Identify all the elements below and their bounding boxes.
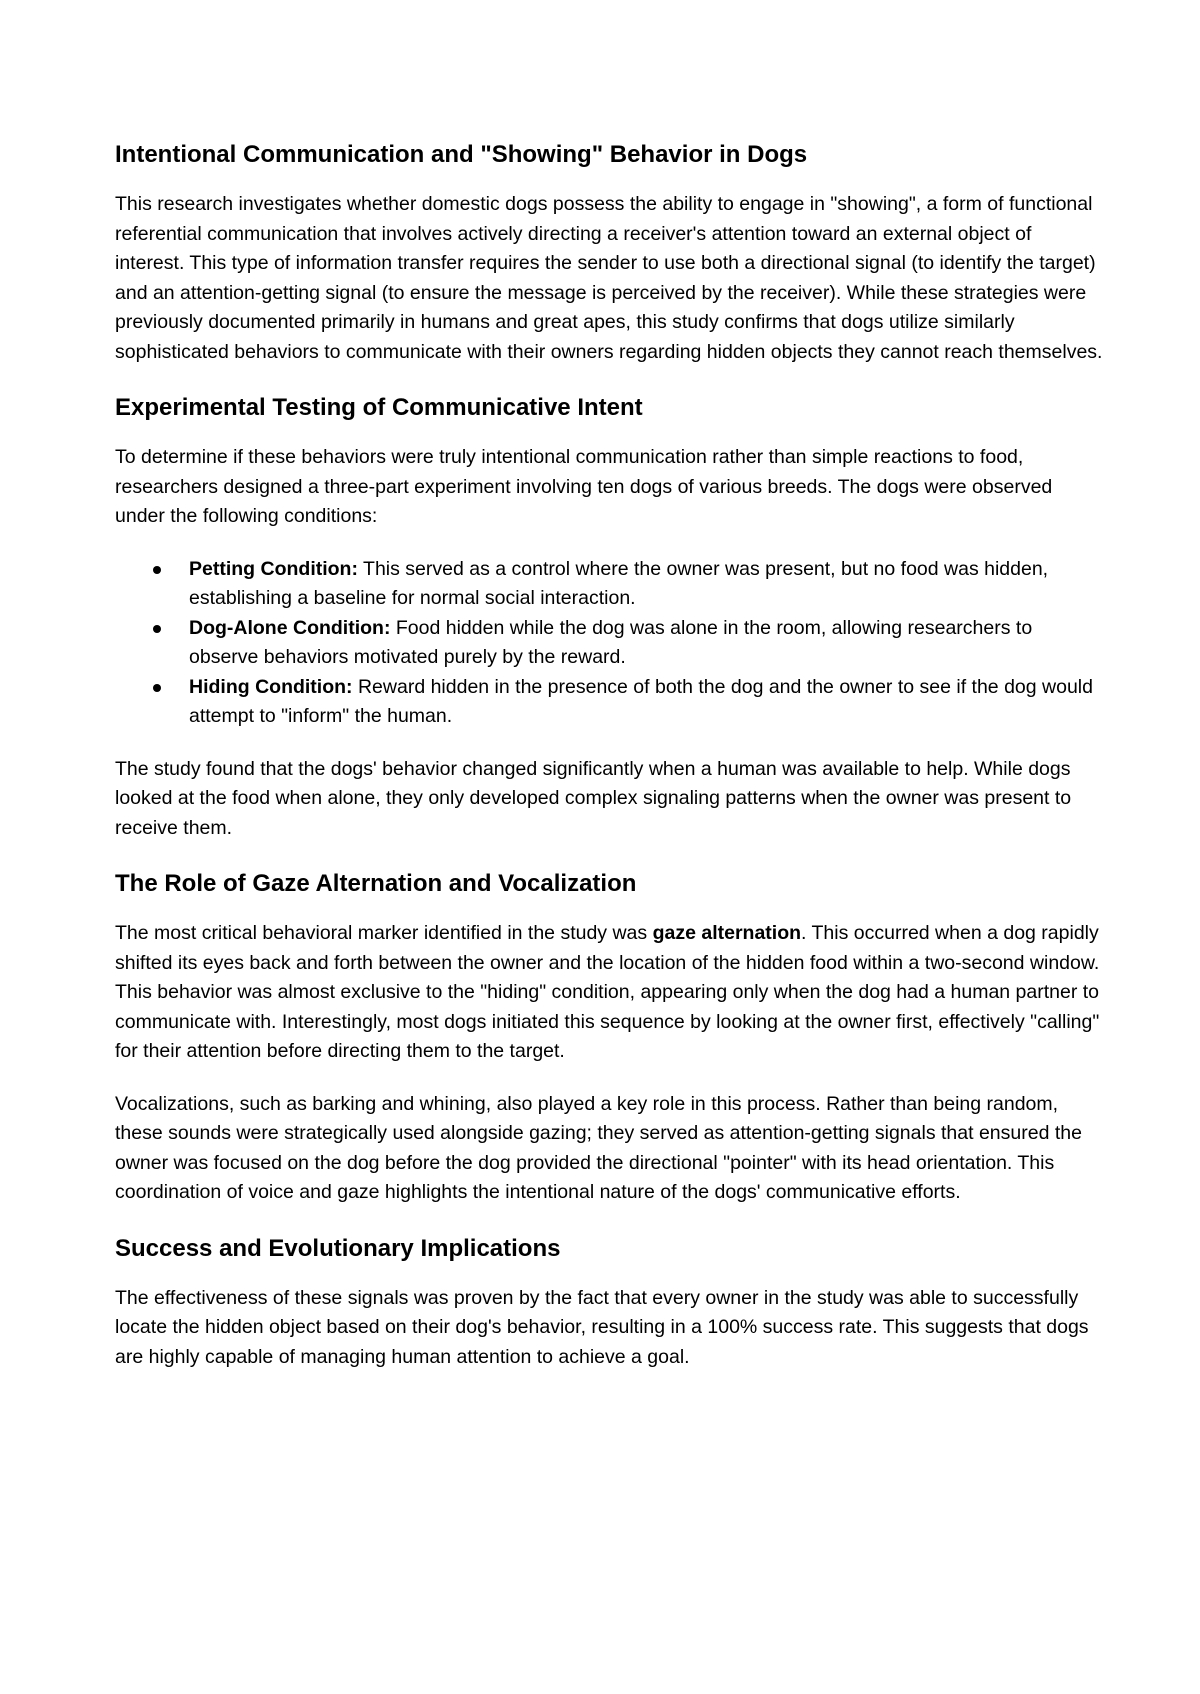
- section-heading-gaze-alternation: The Role of Gaze Alternation and Vocalization: [115, 870, 637, 897]
- gaze-alternation-term: gaze alternation: [652, 922, 802, 944]
- list-item-petting-condition: [115, 555, 1104, 614]
- document-title: Intentional Communication and "Showing" Behavior in Dogs: [115, 141, 808, 168]
- list-item-term: Petting Condition:: [189, 557, 358, 580]
- experimental-testing-paragraph-1: To determine if these behaviors were truly intentional communication rather than simple reactions to food, researchers designed a three-part experiment involving ten dogs of various breeds. The dogs were observed under the following conditions:: [115, 446, 1053, 527]
- bullet-icon: [153, 566, 161, 574]
- list-item-term: Dog-Alone Condition:: [189, 616, 391, 639]
- list-item-dog-alone-condition: [115, 614, 1104, 673]
- section-heading-success-implications: Success and Evolutionary Implications: [115, 1234, 561, 1262]
- section-heading-experimental-testing: Experimental Testing of Communicative Intent: [115, 394, 643, 421]
- list-item-text: This served as a control where the owner was present, but no food was hidden, establishing a baseline for normal social interaction.: [189, 557, 1049, 609]
- gaze-alternation-paragraph-2: Vocalizations, such as barking and whining, also played a key role in this process. Rather than being random, these sounds were strategically used alongside gazing; they served as attention-getting signals that ensured the owner was focused on the dog before the dog provided the directional "pointer" with its head orientation. This coordination of voice and gaze highlights the intentional nature of the dogs' communicative efforts.: [115, 1092, 1082, 1203]
- bullet-icon: [153, 625, 161, 633]
- success-implications-paragraph-1: The effectiveness of these signals was proven by the fact that every owner in the study was able to successfully locate the hidden object based on their dog's behavior, resulting in a 100% success rate. This suggests that dogs are highly capable of managing human attention to achieve a goal.: [115, 1286, 1089, 1368]
- list-item-hiding-condition: [115, 673, 1104, 732]
- conditions-list: [115, 555, 1104, 732]
- list-item-text: Reward hidden in the presence of both the dog and the owner to see if the dog would attempt to "inform" the human.: [189, 675, 1093, 727]
- paragraph-text-after: . This occurred when a dog rapidly shifted its eyes back and forth between the owner and the location of the hidden food within a two-second window. This behavior was almost exclusive to the "hiding" condition, appearing only when the dog had a human partner to communicate with. Interestingly, most dogs initiated this sequence by looking at the owner first, effectively "calling" for their attention before directing them to the target.: [115, 922, 1100, 1062]
- intro-paragraph: This research investigates whether domestic dogs possess the ability to engage in "showing", a form of functional referential communication that involves actively directing a receiver's attention toward an external object of interest. This type of information transfer requires the sender to use both a directional signal (to identify the target) and an attention-getting signal (to ensure the message is perceived by the receiver). While these strategies were previously documented primarily in humans and great apes, this study confirms that dogs utilize similarly sophisticated behaviors to communicate with their owners regarding hidden objects they cannot reach themselves.: [115, 193, 1103, 363]
- experimental-testing-paragraph-2: The study found that the dogs' behavior changed significantly when a human was available to help. While dogs looked at the food when alone, they only developed complex signaling patterns when the owner was present to receive them.: [115, 757, 1072, 839]
- list-item-text: Food hidden while the dog was alone in the room, allowing researchers to observe behaviors motivated purely by the reward.: [189, 616, 1033, 668]
- gaze-alternation-paragraph-1: [115, 919, 1104, 1067]
- list-item-term: Hiding Condition:: [189, 675, 353, 698]
- paragraph-text-before: The most critical behavioral marker identified in the study was: [115, 922, 653, 944]
- bullet-icon: [153, 684, 161, 692]
